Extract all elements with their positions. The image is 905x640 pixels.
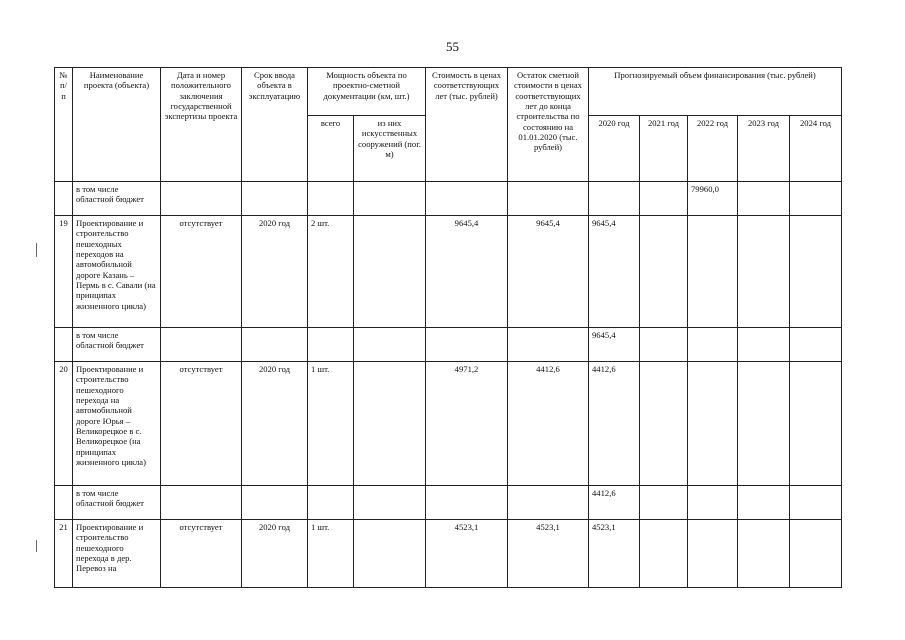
row-name: в том числе областной бюджет: [73, 486, 161, 520]
row-year-2023: [738, 182, 790, 216]
table-row: [55, 216, 842, 328]
row-capacity-total: [308, 328, 354, 362]
row-capacity-total: [308, 182, 354, 216]
row-commissioning: [242, 182, 308, 216]
row-cost: 9645,4: [426, 216, 508, 328]
table-row: [55, 328, 842, 362]
row-year-2023: [738, 520, 790, 588]
row-expertise: [161, 328, 242, 362]
row-year-2022: [688, 486, 738, 520]
header-cost: Стоимость в ценах соответствующих лет (тыс. рублей): [426, 68, 508, 182]
row-cost: [426, 486, 508, 520]
row-capacity-total: 2 шт.: [308, 216, 354, 328]
row-cost: 4523,1: [426, 520, 508, 588]
row-year-2020: [589, 182, 640, 216]
header-year-2021: 2021 год: [640, 116, 688, 182]
row-cost: 4971,2: [426, 362, 508, 486]
row-num: [55, 182, 73, 216]
row-name: Проектирование и строительство пешеходных переходов на автомобильной дороге Казань – Пермь в с. Савали (на принципах жизненного цикла): [73, 216, 161, 328]
row-year-2021: [640, 486, 688, 520]
row-name: Проектирование и строительство пешеходного перехода на автомобильной дороге Юрья – Великорецкое в с. Великорецкое (на принципах жизненного цикла): [73, 362, 161, 486]
row-year-2020: 4523,1: [589, 520, 640, 588]
row-capacity-structures: [354, 520, 426, 588]
row-year-2021: [640, 362, 688, 486]
row-capacity-total: 1 шт.: [308, 362, 354, 486]
row-name: Проектирование и строительство пешеходного перехода в дер. Перевоз на: [73, 520, 161, 588]
row-year-2021: [640, 328, 688, 362]
row-commissioning: 2020 год: [242, 216, 308, 328]
row-year-2023: [738, 362, 790, 486]
row-year-2023: [738, 328, 790, 362]
row-commissioning: [242, 328, 308, 362]
row-year-2020: 4412,6: [589, 362, 640, 486]
row-remaining: 4523,1: [508, 520, 589, 588]
header-year-2024: 2024 год: [790, 116, 842, 182]
row-expertise: [161, 182, 242, 216]
row-num: [55, 328, 73, 362]
header-name: Наименование проекта (объекта): [73, 68, 161, 182]
row-num: [55, 486, 73, 520]
header-expertise: Дата и номер положительного заключения государственной экспертизы проекта: [161, 68, 242, 182]
table-row: [55, 362, 842, 486]
header-commissioning: Срок ввода объекта в эксплуатацию: [242, 68, 308, 182]
header-capacity-total: всего: [308, 116, 354, 182]
page-number: 55: [446, 39, 459, 54]
financing-table: [54, 67, 842, 588]
table-row: [55, 520, 842, 588]
row-remaining: [508, 486, 589, 520]
row-year-2021: [640, 216, 688, 328]
row-year-2021: [640, 182, 688, 216]
header-year-2020: 2020 год: [589, 116, 640, 182]
row-year-2023: [738, 216, 790, 328]
row-capacity-structures: [354, 216, 426, 328]
row-year-2024: [790, 520, 842, 588]
table-row: [55, 486, 842, 520]
row-year-2024: [790, 362, 842, 486]
row-year-2020: 9645,4: [589, 328, 640, 362]
row-commissioning: 2020 год: [242, 362, 308, 486]
row-remaining: [508, 328, 589, 362]
row-year-2020: 9645,4: [589, 216, 640, 328]
row-cost: [426, 182, 508, 216]
header-num: № п/п: [55, 68, 73, 182]
header-capacity: Мощность объекта по проектно-сметной документации (км, шт.): [308, 68, 426, 116]
row-remaining: 9645,4: [508, 216, 589, 328]
row-year-2022: [688, 520, 738, 588]
header-forecast: Прогнозируемый объем финансирования (тыс. рублей): [589, 68, 842, 116]
row-remaining: 4412,6: [508, 362, 589, 486]
row-capacity-structures: [354, 362, 426, 486]
row-year-2024: [790, 182, 842, 216]
row-capacity-total: [308, 486, 354, 520]
header-year-2023: 2023 год: [738, 116, 790, 182]
row-year-2020: 4412,6: [589, 486, 640, 520]
header-remaining: Остаток сметной стоимости в ценах соответствующих лет до конца строительства по состоянию на 01.01.2020 (тыс. рублей): [508, 68, 589, 182]
row-capacity-structures: [354, 328, 426, 362]
row-capacity-total: 1 шт.: [308, 520, 354, 588]
row-remaining: [508, 182, 589, 216]
scan-mark: [36, 243, 37, 257]
row-year-2022: 79960,0: [688, 182, 738, 216]
row-year-2024: [790, 216, 842, 328]
row-capacity-structures: [354, 182, 426, 216]
row-expertise: отсутствует: [161, 520, 242, 588]
row-commissioning: 2020 год: [242, 520, 308, 588]
row-year-2024: [790, 328, 842, 362]
row-capacity-structures: [354, 486, 426, 520]
row-name: в том числе областной бюджет: [73, 328, 161, 362]
row-cost: [426, 328, 508, 362]
row-expertise: отсутствует: [161, 216, 242, 328]
header-capacity-structures: из них искусственных сооружений (пог. м): [354, 116, 426, 182]
row-expertise: [161, 486, 242, 520]
header-year-2022: 2022 год: [688, 116, 738, 182]
row-year-2022: [688, 362, 738, 486]
row-num: 19: [55, 216, 73, 328]
row-name: в том числе областной бюджет: [73, 182, 161, 216]
row-num: 20: [55, 362, 73, 486]
row-year-2022: [688, 328, 738, 362]
scan-mark: [36, 540, 37, 552]
row-num: 21: [55, 520, 73, 588]
row-year-2021: [640, 520, 688, 588]
table-row: [55, 182, 842, 216]
row-expertise: отсутствует: [161, 362, 242, 486]
row-year-2024: [790, 486, 842, 520]
row-year-2023: [738, 486, 790, 520]
row-commissioning: [242, 486, 308, 520]
row-year-2022: [688, 216, 738, 328]
